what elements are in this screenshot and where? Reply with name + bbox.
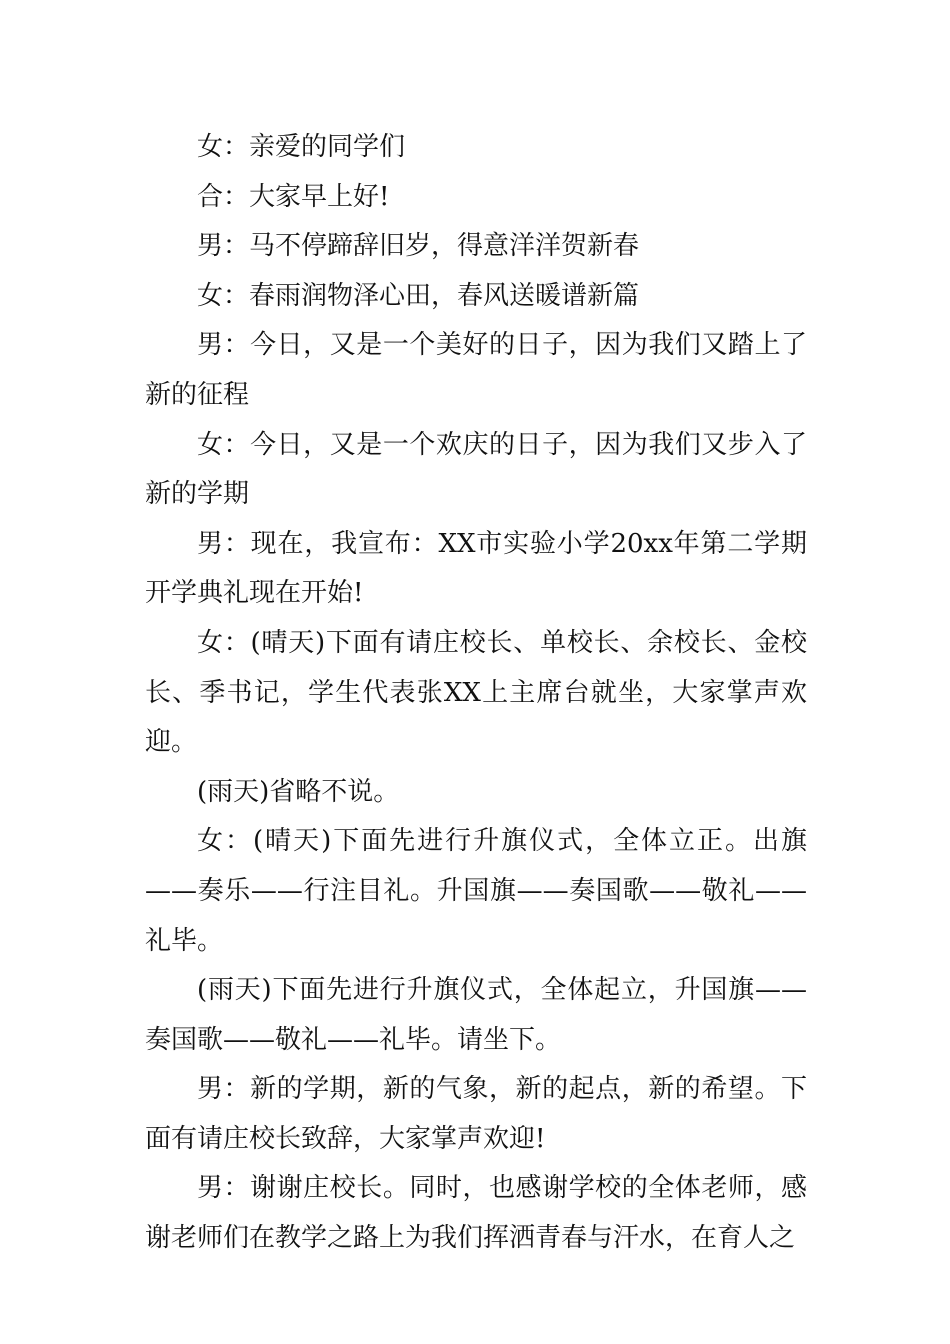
paragraph-principal-speech: 男：新的学期，新的气象，新的起点，新的希望。下面有请庄校长致辞，大家掌声欢迎! xyxy=(145,1074,807,1154)
paragraph-thanks-teachers: 男：谢谢庄校长。同时，也感谢学校的全体老师，感谢老师们在教学之路上为我们挥洒青春与汗水，在育人之 xyxy=(145,1173,807,1254)
paragraph-flag-raising-sunny: 女：(晴天)下面先进行升旗仪式，全体立正。出旗——奏乐——行注目礼。升国旗——奏国歌——敬礼——礼毕。 xyxy=(145,826,807,956)
document-body xyxy=(145,123,807,1264)
paragraph-flag-raising-rainy: (雨天)下面先进行升旗仪式，全体起立，升国旗——奏国歌——敬礼——礼毕。请坐下。 xyxy=(145,975,807,1055)
paragraph-new-journey-male: 男：今日，又是一个美好的日子，因为我们又踏上了新的征程 xyxy=(145,330,807,410)
paragraph-rainy-omit: (雨天)省略不说。 xyxy=(197,776,400,807)
paragraph-ceremony-opening: 男：现在，我宣布：XX市实验小学20xx年第二学期开学典礼现在开始! xyxy=(145,528,807,609)
paragraph-new-spring-male: 男：马不停蹄辞旧岁，得意洋洋贺新春 xyxy=(197,231,640,262)
paragraph-greeting-female: 女：亲爱的同学们 xyxy=(197,132,406,162)
paragraph-invite-leaders: 女：(晴天)下面有请庄校长、单校长、余校长、金校长、季书记，学生代表张XX上主席台就坐，大家掌声欢迎。 xyxy=(145,627,807,758)
paragraph-spring-rain-female: 女：春雨润物泽心田，春风送暖谱新篇 xyxy=(197,280,640,311)
paragraph-new-semester-female: 女：今日，又是一个欢庆的日子，因为我们又步入了新的学期 xyxy=(145,429,807,510)
paragraph-greeting-together: 合：大家早上好! xyxy=(197,181,390,212)
